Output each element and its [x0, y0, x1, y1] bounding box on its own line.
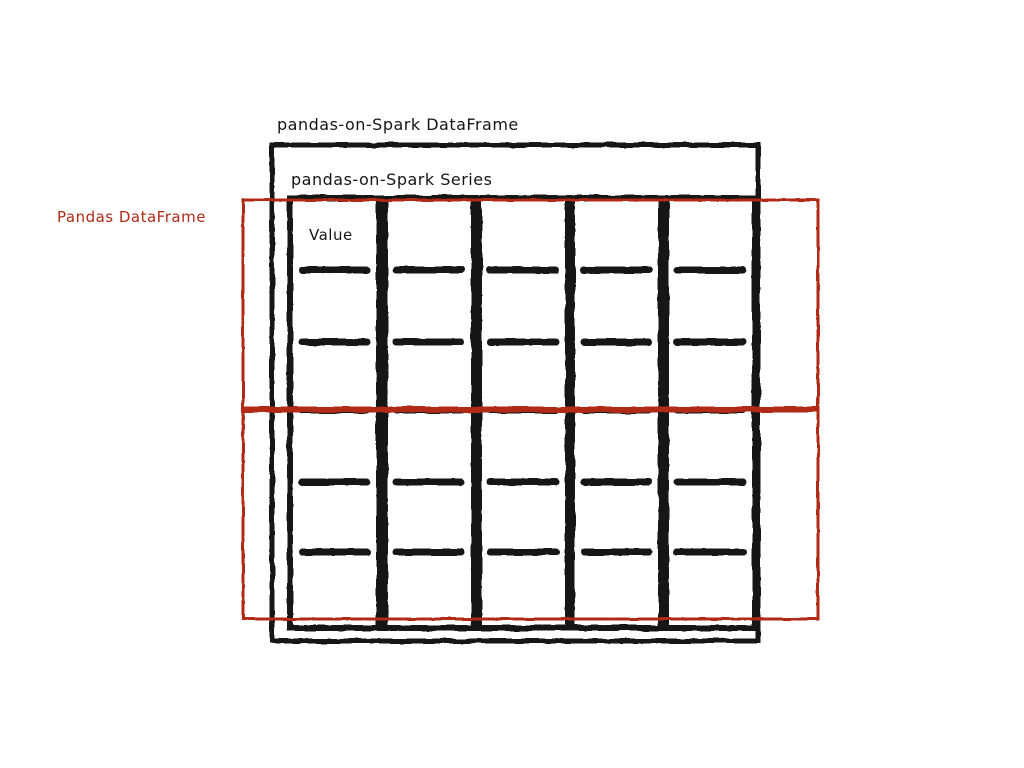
pandas-dataframe-frame-bottom: [243, 411, 818, 619]
pandas-on-spark-dataframe-box: [272, 145, 758, 641]
pandas-on-spark-series-label: pandas-on-Spark Series: [291, 170, 493, 189]
pandas-dataframe-label: Pandas DataFrame: [57, 208, 206, 226]
value-column-header: Value: [309, 226, 353, 244]
pandas-on-spark-dataframe-label: pandas-on-Spark DataFrame: [277, 115, 519, 134]
